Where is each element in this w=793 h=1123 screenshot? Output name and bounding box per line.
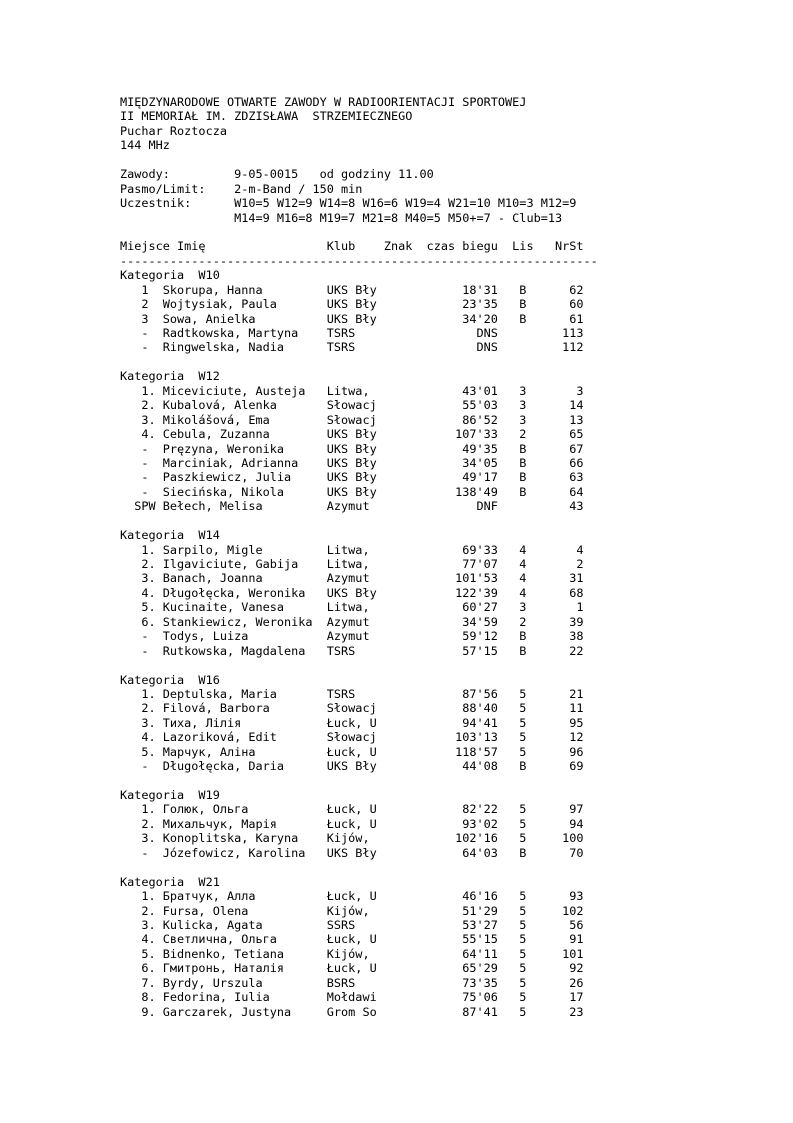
result-row: 9. Garczarek, Justyna Grom So 87'41 5 23 (120, 1004, 584, 1019)
result-row: 1. Miceviciute, Austeja Litwa, 43'01 3 3 (120, 383, 584, 398)
result-row: 5. Bidnenko, Tetiana Kijów, 64'11 5 101 (120, 946, 584, 961)
result-row: 1. Sarpilo, Migle Litwa, 69'33 4 4 (120, 542, 584, 557)
blank-line (120, 153, 598, 167)
result-row: 7. Byrdy, Urszula BSRS 73'35 5 26 (120, 975, 584, 990)
blank-line (120, 860, 598, 874)
event-info-line: Zawody: 9-05-0015 od godziny 11.00 (120, 167, 434, 182)
result-row: 4. Светлична, Ольга Łuck, U 55'15 5 91 (120, 932, 584, 947)
result-row: - Siecińska, Nikola UKS Bły 138'49 B 64 (120, 484, 584, 499)
category-heading: Kategoria W12 (120, 369, 220, 384)
result-row: 1. Братчук, Алла Łuck, U 46'16 5 93 (120, 889, 584, 904)
result-row: 4. Lazoriková, Edit Słowacj 103'13 5 12 (120, 730, 584, 745)
result-row: 8. Fedorina, Iulia Mołdawi 75'06 5 17 (120, 990, 584, 1005)
result-row: 2. Ilgaviciute, Gabija Litwa, 77'07 4 2 (120, 557, 584, 571)
result-row: 2. Михальчук, Марія Łuck, U 93'02 5 94 (120, 816, 584, 831)
result-row: - Paszkiewicz, Julia UKS Bły 49'17 B 63 (120, 470, 584, 485)
result-row: 2. Filová, Barbora Słowacj 88'40 5 11 (120, 701, 584, 716)
event-info-line: M14=9 M16=8 M19=7 M21=8 M40=5 M50+=7 - Club=13 (120, 210, 563, 225)
result-row: - Radtkowska, Martyna TSRS DNS 113 (120, 326, 584, 340)
result-row: SPW Bełech, Melisa Azymut DNF 43 (120, 499, 584, 514)
column-header: Miejsce Imię Klub Znak czas biegu Lis NrSt (120, 239, 584, 254)
results-listing (120, 95, 598, 1019)
event-title-line: Puchar Roztocza (120, 123, 227, 138)
result-row: 3. Тиха, Лілія Łuck, U 94'41 5 95 (120, 715, 584, 730)
result-row: - Pręzyna, Weronika UKS Bły 49'35 B 67 (120, 441, 584, 456)
result-row: 3. Banach, Joanna Azymut 101'53 4 31 (120, 571, 584, 586)
category-heading: Kategoria W10 (120, 268, 220, 283)
result-row: - Marciniak, Adrianna UKS Bły 34'05 B 66 (120, 455, 584, 470)
blank-line (120, 514, 598, 528)
result-row: 6. Гмитронь, Наталія Łuck, U 65'29 5 92 (120, 961, 584, 976)
result-row: 2. Kubalová, Alenka Słowacj 55'03 3 14 (120, 398, 584, 413)
event-title-line: MIĘDZYNARODOWE OTWARTE ZAWODY W RADIOORIENTACJI SPORTOWEJ (120, 95, 527, 109)
result-row: - Józefowicz, Karolina UKS Bły 64'03 B 70 (120, 845, 584, 860)
result-row: - Długołęcka, Daria UKS Bły 44'08 B 69 (120, 759, 584, 774)
result-row: - Todys, Luiza Azymut 59'12 B 38 (120, 629, 584, 644)
event-info-line: Pasmo/Limit: 2-m-Band / 150 min (120, 181, 363, 196)
result-row: 2 Wojtysiak, Paula UKS Bły 23'35 B 60 (120, 297, 584, 312)
result-row: 6. Stankiewicz, Weronika Azymut 34'59 2 39 (120, 614, 584, 629)
result-row: 3 Sowa, Anielka UKS Bły 34'20 B 61 (120, 311, 584, 326)
event-info-line: Uczestnik: W10=5 W12=9 W14=8 W16=6 W19=4 W21=10 M10=3 M12=9 (120, 196, 577, 211)
category-heading: Kategoria W16 (120, 672, 220, 687)
result-row: 4. Długołęcka, Weronika UKS Bły 122'39 4 68 (120, 585, 584, 600)
result-row: 5. Kucinaite, Vanesa Litwa, 60'27 3 1 (120, 600, 584, 615)
result-row: 5. Марчук, Аліна Łuck, U 118'57 5 96 (120, 744, 584, 759)
result-row: 3. Mikolášová, Ema Słowacj 86'52 3 13 (120, 412, 584, 427)
blank-line (120, 355, 598, 369)
blank-line (120, 225, 598, 239)
result-row: - Rutkowska, Magdalena TSRS 57'15 B 22 (120, 643, 584, 658)
category-heading: Kategoria W21 (120, 874, 220, 889)
category-heading: Kategoria W14 (120, 528, 220, 543)
blank-line (120, 774, 598, 788)
result-row: 1. Deptulska, Maria TSRS 87'56 5 21 (120, 686, 584, 701)
header-divider: ------------------------------------------------------------------- (120, 253, 598, 268)
result-row: 3. Kulicka, Agata SSRS 53'27 5 56 (120, 917, 584, 932)
result-row: 4. Cebula, Zuzanna UKS Bły 107'33 2 65 (120, 427, 584, 442)
result-row: 3. Konoplitska, Karyna Kijów, 102'16 5 100 (120, 831, 584, 846)
result-row: 2. Fursa, Olena Kijów, 51'29 5 102 (120, 903, 584, 918)
category-heading: Kategoria W19 (120, 788, 220, 802)
result-row: - Ringwelska, Nadia TSRS DNS 112 (120, 340, 584, 355)
blank-line (120, 658, 598, 672)
event-title-line: II MEMORIAŁ IM. ZDZISŁAWA STRZEMIECZNEGO (120, 109, 413, 124)
result-row: 1 Skorupa, Hanna UKS Bły 18'31 B 62 (120, 282, 584, 297)
event-title-line: 144 MHz (120, 138, 170, 153)
result-row: 1. Голюк, Ольга Łuck, U 82'22 5 97 (120, 802, 584, 817)
